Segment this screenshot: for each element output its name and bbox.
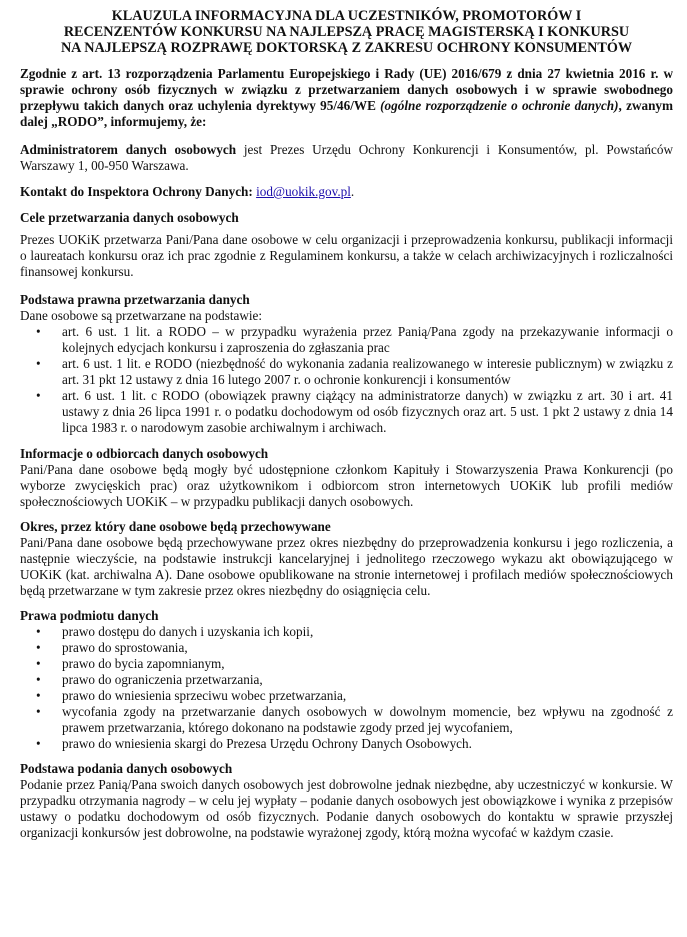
section-okres-text: Pani/Pana dane osobowe będą przechowywane przez okres niezbędny do przeprowadzenia konkursu i jego rozliczenia, a następnie wieczyście, na podstawie instrukcji kancelaryjnej i jednolitego rzeczowego wykazu akt obowiązującego w UOKiK (kat. archiwalna A). Dane osobowe opublikowane na stronie internetowej i profilach mediów społecznościowych będą przetwarzane w tym zakresie przez okres niezbędny do osiągnięcia celu. [20,535,673,598]
list-item: • prawo do sprostowania, [36,640,188,655]
section-podstawa-prawna-text: Dane osobowe są przetwarzane na podstawie: [20,308,263,323]
list-item: • prawo do ograniczenia przetwarzania, [36,672,263,687]
intro-text-italic: (ogólne rozporządzenie o ochronie danych) [380,98,619,113]
intro-text-b: , zwanym dalej „RODO”, informujemy, że: [20,98,674,129]
list-item: • art. 6 ust. 1 lit. a RODO – w przypadku wyrażenia przez Panią/Pana zgody na przekazywanie informacji o kolejnych edycjach konkursu i zaproszenia do zgłaszania prac [36,324,673,355]
title-line-3: NA NAJLEPSZĄ ROZPRAWĘ DOKTORSKĄ Z ZAKRESU OCHRONY KONSUMENTÓW [60,40,633,56]
section-podstawa-podania-heading: Podstawa podania danych osobowych [20,761,233,776]
section-podstawa-podania [20,761,673,841]
bullet-icon: • [36,688,41,703]
section-prawa [20,608,673,752]
section-odbiorcy-heading: Informacje o odbiorcach danych osobowych [20,446,269,461]
list-item: • art. 6 ust. 1 lit. e RODO (niezbędność do wykonania zadania realizowanego w interesie publicznym) w związku z art. 31 pkt 12 ustawy z dnia 16 lutego 2007 r. o ochronie konkurencji i konsumentów [36,356,673,387]
contact-paragraph [20,184,673,200]
list-item: • prawo do bycia zapomnianym, [36,656,225,671]
bullet-icon: • [36,324,41,339]
list-item: • wycofania zgody na przetwarzanie danych osobowych w dowolnym momencie, bez wpływu na zgodność z prawem przetwarzania, którego dokonano na podstawie zgody przed jej wycofaniem, [36,704,673,735]
section-podstawa-podania-text: Podanie przez Panią/Pana swoich danych osobowych jest dobrowolne jednak niezbędne, aby uczestniczyć w konkursie. W przypadku otrzymania nagrody – w celu jej wypłaty – podanie danych osobowych jest obowiązkowe i wynika z przepisów ustawy o podatku dochodowym od osób fizycznych. Podanie danych osobowych do kontaktu w sprawie przyszłej organizacji konkursów jest dobrowolne, na podstawie wyrażonej zgody, którą można wycofać w każdym czasie. [20,777,673,840]
rights-list [20,624,673,752]
administrator-label: Administratorem danych osobowych [20,142,237,157]
contact-label: Kontakt do Inspektora Ochrony Danych: [20,184,257,199]
bullet-icon: • [36,736,41,751]
bullet-icon: • [36,640,41,655]
bullet-icon: • [36,656,41,671]
title-line-2: RECENZENTÓW KONKURSU NA NAJLEPSZĄ PRACĘ MAGISTERSKĄ I KONKURSU [63,24,630,40]
list-item: • art. 6 ust. 1 lit. c RODO (obowiązek prawny ciążący na administratorze danych) w związku z art. 30 i art. 41 ustawy z dnia 26 lipca 1991 r. o podatku dochodowym od osób fizycznych oraz art. 5 ust. 1 pkt 2 ustawy z dnia 14 lipca 1983 r. o narodowym zasobie archiwalnym i archiwach. [36,388,673,435]
contact-suffix: . [350,184,355,199]
administrator-paragraph [20,142,673,174]
section-podstawa-prawna [20,292,673,436]
section-odbiorcy [20,446,673,510]
bullet-icon: • [36,704,41,719]
list-item: • prawo do wniesienia skargi do Prezesa Urzędu Ochrony Danych Osobowych. [36,736,472,751]
bullet-icon: • [36,624,41,639]
section-cele-text: Prezes UOKiK przetwarza Pani/Pana dane osobowe w celu organizacji i przeprowadzenia konkursu, publikacji informacji o laureatach konkursu oraz ich prac zgodnie z Regulaminem konkursu, a także w celach archiwizacyjnych i rozliczalności finansowej konkursu. [20,232,673,279]
administrator-text: jest Prezes Urzędu Ochrony Konkurencji i Konsumentów, pl. Powstańców Warszawy 1, 00-950 Warszawa. [20,142,673,173]
iod-email-link[interactable]: iod@uokik.gov.pl [256,184,351,199]
section-odbiorcy-text: Pani/Pana dane osobowe będą mogły być udostępnione członkom Kapituły i Stowarzyszenia Prawa Konkurencji (po wyborze zwycięskich prac) oraz użytkownikom i odbiorcom stron internetowych UOKiK lub profili mediów społecznościowych UOKiK – w przypadku publikacji danych osobowych. [20,462,673,509]
bullet-icon: • [36,672,41,687]
list-item: • prawo dostępu do danych i uzyskania ich kopii, [36,624,314,639]
section-okres-heading: Okres, przez który dane osobowe będą przechowywane [20,519,331,534]
section-prawa-heading: Prawa podmiotu danych [20,608,159,623]
intro-paragraph [20,66,673,130]
intro-text-a: Zgodnie z art. 13 rozporządzenia Parlamentu Europejskiego i Rady (UE) 2016/679 z dnia 27 kwietnia 2016 r. w sprawie ochrony osób fizycznych w związku z przetwarzaniem danych osobowych i w sprawie swobodnego przepływu takich danych oraz uchylenia dyrektywy 95/46/WE [20,66,673,113]
bullet-icon: • [36,356,41,371]
legal-basis-list [20,324,673,436]
document-title [20,8,673,56]
section-okres [20,519,673,599]
section-cele [20,210,673,280]
section-podstawa-prawna-heading: Podstawa prawna przetwarzania danych [20,292,250,307]
section-cele-heading: Cele przetwarzania danych osobowych [20,210,239,225]
title-line-1: KLAUZULA INFORMACYJNA DLA UCZESTNIKÓW, PROMOTORÓW I [111,8,582,24]
list-item: • prawo do wniesienia sprzeciwu wobec przetwarzania, [36,688,347,703]
bullet-icon: • [36,388,41,403]
